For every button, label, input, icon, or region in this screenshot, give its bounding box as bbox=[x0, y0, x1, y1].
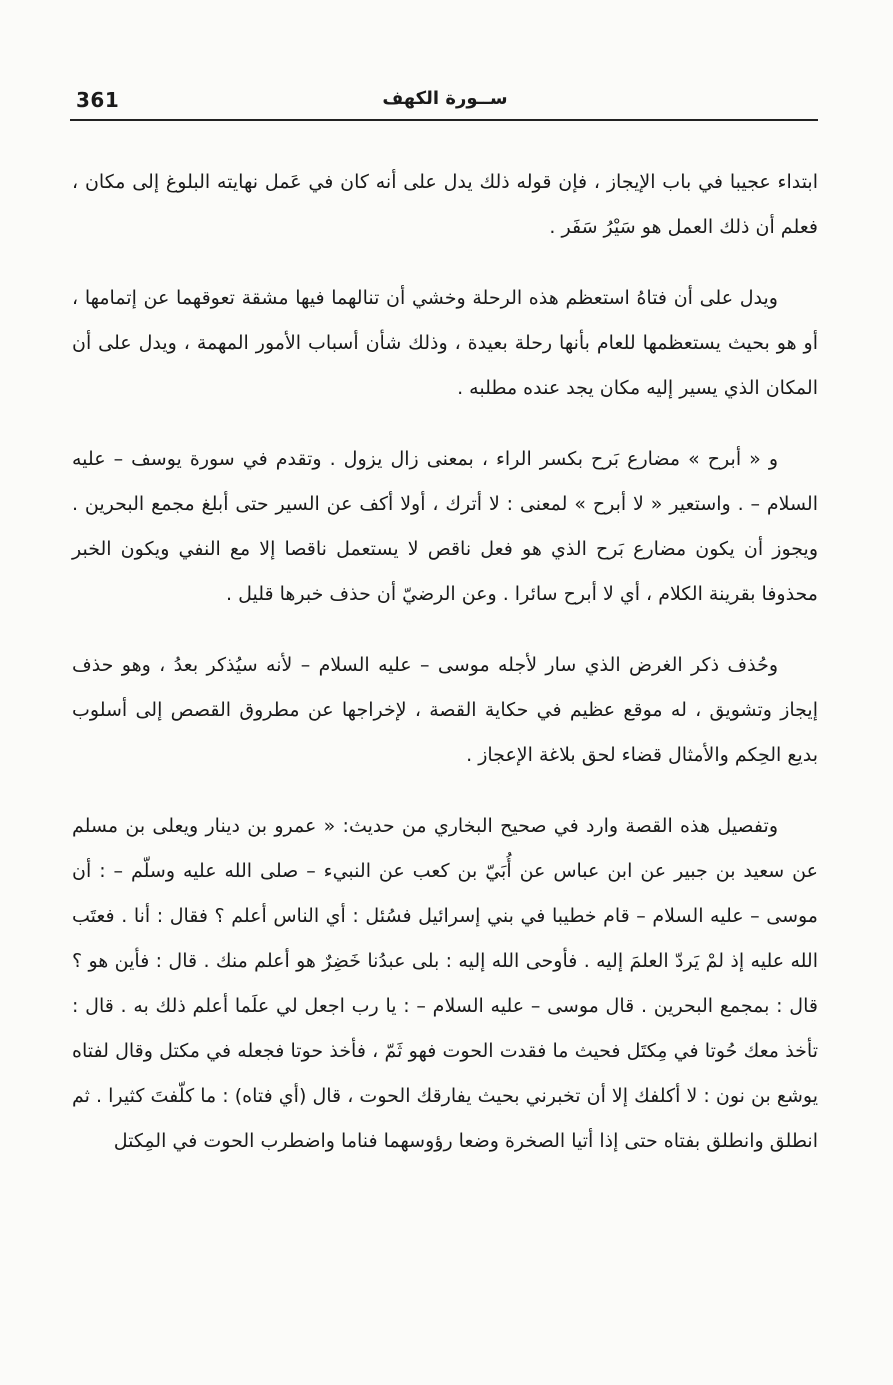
paragraph-4: وحُذف ذكر الغرض الذي سار لأجله موسى – عليه السلام – لأنه سيُذكر بعدُ ، وهو حذف إيجاز وتشويق ، له موقع عظيم في حكاية القصة ، لإخراجها عن مطروق القصص إلى أسلوب بديع الحِكم والأمثال قضاء لحق بلاغة الإعجاز . bbox=[72, 654, 818, 766]
paragraph-2: ويدل على أن فتاهُ استعظم هذه الرحلة وخشي أن تنالهما فيها مشقة تعوقهما عن إتمامها ، أو هو بحيث يستعظمها للعام بأنها رحلة بعيدة ، وذلك شأن أسباب الأمور المهمة ، ويدل على أن المكان الذي يسير إليه مكان يجد عنده مطلبه . bbox=[72, 287, 818, 399]
body-text bbox=[72, 160, 818, 1164]
paragraph-5: وتفصيل هذه القصة وارد في صحيح البخاري من حديث: « عمرو بن دينار ويعلى بن مسلم عن سعيد بن جبير عن ابن عباس عن أُبَيّ بن كعب عن النبيء – صلى الله عليه وسلّم – : أن موسى – عليه السلام – قام خطيبا في بني إسرائيل فسُئل : أي الناس أعلم ؟ فقال : أنا . فعتَب الله عليه إذ لمْ يَردّ العلمَ إليه . فأوحى الله إليه : بلى عبدُنا خَضِرٌ هو أعلم منك . قال : فأين هو ؟ قال : بمجمع البحرين . قال موسى – عليه السلام – : يا رب اجعل لي علَما أعلم ذلك به . قال : تأخذ معك حُوتا في مِكتَل فحيث ما فقدت الحوت فهو ثَمّ ، فأخذ حوتا فجعله في مكتل وقال لفتاه يوشع بن نون : لا أكلفك إلا أن تخبرني بحيث يفارقك الحوت ، قال (أي فتاه) : ما كلّفتَ كثيرا . ثم انطلق وانطلق بفتاه حتى إذا أتيا الصخرة وضعا رؤوسهما فناما واضطرب الحوت في المِكتل bbox=[72, 815, 818, 1152]
header-rule bbox=[70, 119, 818, 121]
paragraph-3: و « أبرح » مضارع بَرح بكسر الراء ، بمعنى زال يزول . وتقدم في سورة يوسف – عليه السلام – . واستعير « لا أبرح » لمعنى : لا أترك ، أولا أكف عن السير حتى أبلغ مجمع البحرين . ويجوز أن يكون مضارع بَرح الذي هو فعل ناقص لا يستعمل ناقصا إلا مع النفي ويكون الخبر محذوفا بقرينة الكلام ، أي لا أبرح سائرا . وعن الرضيّ أن حذف خبرها قليل . bbox=[72, 448, 818, 605]
paragraph-1: ابتداء عجيبا في باب الإيجاز ، فإن قوله ذلك يدل على أنه كان في عَمل نهايته البلوغ إلى مكان ، فعلم أن ذلك العمل هو سَيْرُ سَفَر . bbox=[72, 171, 818, 238]
page-number: 361 bbox=[76, 88, 120, 112]
running-title: ســورة الكهف bbox=[382, 88, 508, 109]
page-header bbox=[70, 84, 820, 118]
